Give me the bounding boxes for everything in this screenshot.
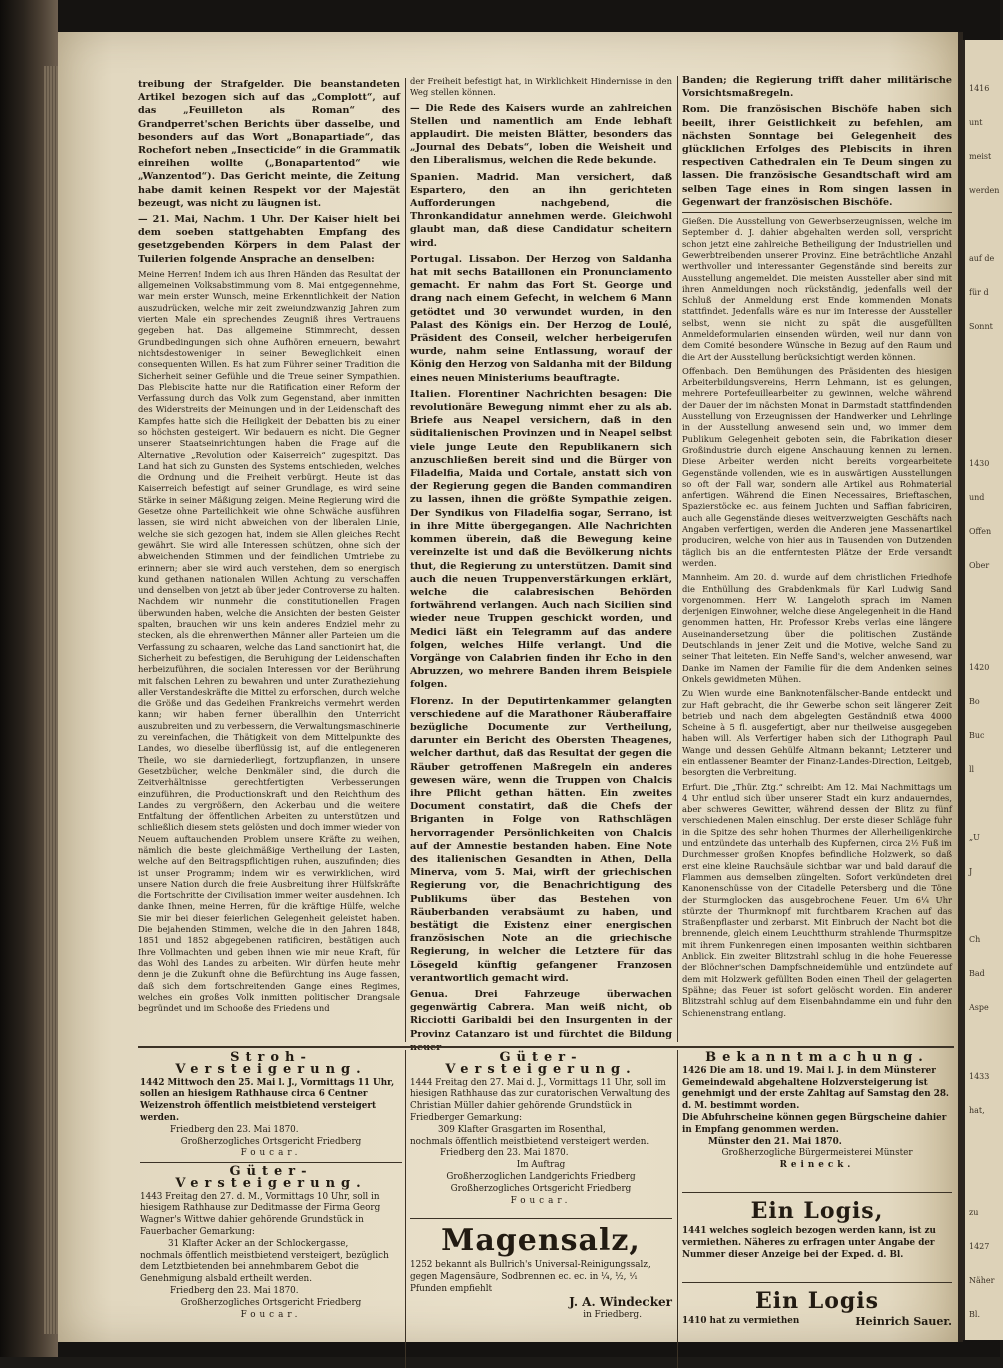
ad-gueter-2	[410, 1052, 672, 1216]
heading-italien: Italien.	[410, 388, 452, 400]
next-page-text-fragment: Aspe	[969, 1003, 989, 1013]
column-3	[682, 74, 952, 1042]
ad-bekanntmachung-text: 1426 Die am 18. und 19. Mai l. J. in dem Münsterer Gemeindewald abgehaltene Holzversteigerung ist genehmigt und der erste Zahltag auf Samstag den 28. d. M. bestimmt worden.	[682, 1065, 949, 1112]
ad-rule-4	[682, 1282, 952, 1283]
col1-para-1: treibung der Strafgelder. Die beanstandeten Artikel bezogen sich auf das „Complott“, auf das „Feuilleton als Roman“ des Grandperret'schen Berichts über dasselbe, und besonders auf das Wort „Bonapartiade“, das Rochefort neben „Insecticide“ in die Grammatik einreihen wollte („Bonapartentod“ wie „Wanzentod“). Das Gericht meinte, die Zeitung habe damit keinen Respekt vor der Majestät bezeugt, was nicht zu läugnen ist.	[138, 79, 400, 209]
next-page-text-fragment: Bo	[969, 696, 980, 706]
col3-giessen: Gießen. Die Ausstellung von Gewerbserzeugnissen, welche im September d. J. dahier abgehalten werden soll, verspricht schon jetzt eine zahlreiche Betheiligung der Industriellen und Gewerbtreibenden unserer Provinz. Eine beträchtliche Anzahl werthvoller und interessanter Gegenstände sind bereits zur Ausstellung angemeldet. Die meisten Aussteller aber sind mit ihren Anmeldungen noch rückständig, jedenfalls weil der Schluß der Anmeldung erst Ende kommenden Monats stattfindet. Jedenfalls wäre es nur im Interesse der Aussteller selbst, wenn sie nicht zu spät die ausgefüllten Anmeldeformularien einsenden würden, weil nur dann von dem Comité besondere Wünsche in Bezug auf den Raum und die Art der Ausstellung berücksichtigt werden können.	[682, 216, 952, 362]
ad-logis-2-text: 1410 hat zu vermiethen	[682, 1316, 800, 1326]
next-page-text-fragment: Offen	[969, 526, 992, 536]
ad-logis-1-text: 1441 welches sogleich bezogen werden kann, ist zu vermiethen. Näheres zu erfragen unter Angabe der Nummer dieser Anzeige bei der Exped. d. Bl.	[682, 1226, 936, 1260]
next-page-text-fragment: „U	[969, 833, 980, 843]
col3-rom: Rom. Die französischen Bischöfe haben sich beeilt, ihrer Geistlichkeit zu befehlen, am nächsten Sonntage bei Gelegenheit des glücklichen Erfolges des Plebiscits in ihren respectiven Cathedralen ein Te Deum singen zu lassen. Die französische Gesandtschaft wird am selben Tage eines in Rom singen lassen in Gegenwart der französischen Bischöfe.	[682, 104, 952, 208]
ad-gueter-1-text2: nochmals öffentlich meistbietend versteigert, bezüglich dem Letztbietenden bei annehmbarem Gebot die Genehmigung alsbald ertheilt werden.	[140, 1250, 389, 1285]
ad-stroh-auth: Großherzogliches Ortsgericht Friedberg	[180, 1136, 362, 1147]
ad-logis-2	[682, 1286, 952, 1346]
ad-rule-1	[140, 1162, 402, 1163]
next-page-text-fragment: Bad	[969, 969, 985, 979]
ad-stroh-place: Friedberg den 23. Mai 1870.	[170, 1124, 299, 1135]
next-page-text-fragment: Buc	[969, 731, 985, 741]
ad-logis-1-title: Ein Logis,	[750, 1198, 884, 1224]
next-page-text-fragment: Sonnt	[969, 322, 993, 332]
ad-logis-2-name: Heinrich Sauer.	[855, 1315, 952, 1328]
next-page-text-fragment: ll	[969, 765, 975, 775]
ad-gueter-2-text2: nochmals öffentlich meistbietend versteigert werden.	[410, 1136, 650, 1147]
ad-column-rule-2	[677, 1050, 678, 1368]
col2-para-1: der Freiheit befestigt hat, in Wirklichkeit Hindernisse in den Weg stellen können.	[410, 76, 672, 98]
ad-gueter-1-text: 1443 Freitag den 27. d. M., Vormittags 10 Uhr, soll in hiesigem Rathhause zur Deditmasse der Firma Georg Wagner's Wittwe dahier gehörende Grundstück in Fauerbacher Gemarkung:	[140, 1191, 381, 1237]
col3-wien: Zu Wien wurde eine Banknotenfälscher-Bande entdeckt und zur Haft gebracht, die ihr Gewerbe schon seit längerer Zeit betrieb und nach dem abgelegten Geständniß etwa 4000 Scheine à 5 fl. ausgefertigt, aber nur theilweise ausgegeben haben will. Als Verfertiger haben sich der Lithograph Paul Wange und dessen Gehülfe Altmann bekannt; Letzterer und ein entlassener Beamter der Finanz-Landes-Direction, Leitgeb, besorgten die Verbreitung.	[682, 688, 952, 778]
col2-genua: Genua. Drei Fahrzeuge überwachen gegenwärtig Cabrera. Man weiß nicht, ob Ricciotti Garibaldi bei den Insurgenten in der Provinz Catanzaro ist und fürchtet die Bildung	[410, 989, 672, 1040]
next-page-text-fragment: J	[969, 867, 973, 877]
ad-stroh-name: Foucar.	[240, 1148, 302, 1159]
col3-offenbach: Offenbach. Den Bemühungen des Präsidenten des hiesigen Arbeiterbildungsvereins, Herrn Lehmann, ist es gelungen, mehrere Portefeuillearbeiter zu gewinnen, welche während der Dauer der im nächsten Monat in Darmstadt stattfindenden Ausstellung von Erzeugnissen der Handwerker und Lehrlinge in der Ausstellung anwesend sein und, wo immer dem Publikum Gelegenheit geboten sein, die Fabrikation dieser Großindustrie durch eigene Anschauung kennen zu lernen. Diese Arbeiter werden nicht bereits vorgearbeitete Gegenstände vollenden, wie es in auswärtigen Ausstellungen so oft der Fall war, sondern alle Artikel aus Rohmaterial anfertigen. Während die Einen Necessaires, Brieftaschen, Spazierstöcke ec. aus feinem Juchten und Saffian fabriciren, auch alle Gegenstände dieses weitverzweigten Geschäfts nach Angaben verfertigen, werden die Anderen jene Massenartikel produciren, welche von hier aus in Tausenden von Dutzenden täglich bis an die entferntesten Plätze der Erde versandt werden.	[682, 365, 952, 568]
next-page-text-fragment: Ober	[969, 560, 990, 570]
next-page-text-fragment: für d	[969, 288, 989, 298]
ad-magensalz-place: in Friedberg.	[583, 1310, 642, 1321]
ad-gueter-1	[140, 1166, 402, 1366]
ad-gueter-1-auth: Großherzogliches Ortsgericht Friedberg	[180, 1297, 362, 1308]
ad-magensalz-title: Magensalz,	[441, 1223, 641, 1258]
col2-spanien: Madrid. Man versichert, daß Espartero, den an ihn gerichteten Aufforderungen nachgebend, die Thronkandidatur annehmen werde. Gleichwohl glaubt man, daß diese Candidatur scheitern wird.	[410, 171, 672, 249]
next-page-text-fragment: Ch	[969, 935, 981, 945]
ad-gueter-1-name: Foucar.	[240, 1309, 302, 1320]
next-page-text-fragment: 1430	[969, 458, 990, 468]
ad-stroh-text: 1442 Mittwoch den 25. Mai l. J., Vormittags 11 Uhr, sollen an hiesigem Rathhause circa 6 Centner Weizenstroh öffentlich meistbietend versteigert werden.	[140, 1077, 395, 1123]
next-page-text-fragment: zu	[969, 1207, 979, 1217]
col3-mannheim: Mannheim. Am 20. d. wurde auf dem christlichen Friedhofe die Enthüllung des Grabdenkmals für Karl Ludwig Sand vorgenommen. Herr W. Langeloth sprach im Namen derjenigen Einwohner, welche diese Angelegenheit in die Hand genommen hatten, Hr. Professor Krebs verlas eine längere Auseinandersetzung über die politischen Zustände Deutschlands in jener Zeit und die Motive, welche Sand zu seiner That leiteten. Ein Neffe Sand's, welcher anwesend, war Danke im Namen der Familie für die dem Andenken seines Onkels gewidmeten Mühen.	[682, 572, 952, 684]
next-page-text-fragment: meist	[969, 152, 992, 162]
column-rule-2	[677, 76, 678, 1042]
ad-gueter-2-place: Friedberg den 23. Mai 1870.	[440, 1148, 569, 1159]
heading-portugal: Portugal.	[410, 253, 463, 265]
page-stack-edge	[44, 66, 58, 1334]
col2-italien: Florentiner Nachrichten besagen: Die revolutionäre Bewegung nimmt eher zu als ab. Briefe aus Neapel versichern, daß in den süditalienischen Provinzen und in Neapel selbst viele junge Leute den Republikanern sich anzuschließen bereit sind und die Bürger von Filadelfia, Maida und Cortale, anstatt sich von der Regierung gegen die Banden commandiren zu lassen, ihnen die größte Sympathie zeigen. Der Syndikus von Filadelfia sogar, Serrano, ist in ihre Mitte übergegangen. Alle Nachrichten kommen überein, daß die Bewegung keine vereinzelte ist und daß die Bevölkerung nichts thut, die Regierung zu unterstützen. Damit sind auch die neuen Truppenverstärkungen erklärt, welche die calabresischen Behörden fortwährend verlangen. Auch nach Sicilien sind wieder neue Truppen geschickt worden, und Medici läßt ein Telegramm auf das andere folgen, welches Hilfe verlangt. Und die Vorgänge von Calabrien finden ihr Echo in den Abruzzen, wo mehrere Banden ihrem Beispiele folgen.	[410, 388, 673, 691]
ad-gueter-1-item: 31 Klafter Acker an der Schlockergasse,	[168, 1238, 349, 1249]
col3-para-1: Banden; die Regierung trifft daher militärische Vorsichtsmaßregeln.	[682, 75, 952, 100]
next-page-text-fragment: und	[969, 492, 985, 502]
col1-speech: Meine Herren! Indem ich aus Ihren Händen das Resultat der allgemeinen Volksabstimmung vom 8. Mai entgegennehme, war mein erster Wunsch, meine Erkenntlichkeit der Nation auszudrücken, welche mir zeit zweiundzwanzig Jahren zum vierten Male ein sprechendes Zeugniß ihres Vertrauens gegeben hat. Das allgemeine Stimmrecht, dessen Grundbedingungen sich ohne Aufhören erneuern, bewahrt nichtsdestoweniger in seiner Beweglichkeit einen consequenten Willen. Es hat zum Führer seiner Tradition die Sicherheit seiner Gefühle und die Treue seiner Sympathien. Das Plebiscite hatte nur die Ratification einer Reform der Verfassung durch das Volk zum Gegenstand, aber inmitten des Widerstreits der Meinungen und in der Leidenschaft des Kampfes hatte sich die Heiligkeit der Debatten bis zu einer so höchsten gesteigert. Wir bedauern es nicht. Die Gegner unserer Staatseinrichtungen haben die Frage auf die Alternative „Revolution oder Kaiserreich“ zugespitzt. Das Land hat sich zu Gunsten des Systems entschieden, welches die Ordnung und die Freiheit verbürgt. Heute ist das Kaiserreich befestigt auf seiner Grundlage, es wird seine Stärke in seiner Mäßigung zeigen. Meine Regierung wird die Gesetze ohne Parteilichkeit wie ohne Schwäche ausführen lassen, sie wird nicht abweichen von der liberalen Linie, welche sie sich gezogen hat, indem sie Allen gleiches Recht gewährt. Sie wird alle Interessen schützen, ohne sich der abweichenden Stimmen und der feindlichen Umtriebe zu erinnern; aber sie wird auch verstehen, dem so energisch kund gethanen nationalen Willen Achtung zu verschaffen und denselben von jetzt ab über jeder Controverse zu halten. Nachdem wir nunmehr die constitutionellen Fragen überwunden haben, welche die Ansichten der besten Geister spalten, brauchen wir uns kein anderes Endziel mehr zu stecken, als die ehrenwerthen Männer aller Parteien um die Verfassung zu schaaren, welche das Land sanctionirt hat, die Sicherheit zu befestigen, die Beruhigung der Leidenschaften herbeizuführen, die socialen Interessen vor der Berührung mit falschen Lehren zu bewahren und unter Zuratheziehung aller Verstandeskräfte die Mittel zu erforschen, durch welche die Größe und das Gedeihen Frankreichs vermehrt werden kann; wir haben ferner überallhin den Unterricht auszubreiten und zu verbessern, die Verwaltungsmaschinerie zu vereinfachen, die Thätigkeit von dem Mittelpunkte des Landes, wo dieselbe überflüssig ist, auf die entlegeneren Theile, wo sie darniederliegt, fortzupflanzen, in unsere Gesetzbücher, welche Denkmäler sind, die durch die Zeitverhältnisse gerechtfertigten Verbesserungen einzuführen, die Productionskraft und den Reichthum des Landes zu vergrößern, den Ackerbau und die weitere Entfaltung der öffentlichen Arbeiten zu unterstützen und schließlich diesem stets gelösten und doch immer wieder von Neuem auftauchenden Problem unsere Kräfte zu weihen, nämlich die beste gleichmäßige Vertheilung der Lasten, welche auf den Beitragspflichtigen ruhen, auszufinden; dies ist unser Programm; indem wir es verwirklichen, wird unsere Nation durch die freie Ausbreitung ihrer Hülfskräfte die Fortschritte der Civilisation immer weiter ausdehnen. Ich danke Ihnen, meine Herren, für die kräftige Hülfe, welche Sie mir bei dieser feierlichen Gelegenheit geleistet haben. Die bejahenden Stimmen, welche die in den Jahren 1848, 1851 und 1852 abgegebenen ratificiren, bestätigen auch Ihre Vollmachten und geben ihnen wie mir neue Kraft, für das Wohl des Landes zu arbeiten. Wir dürfen heute mehr denn je die Zukunft ohne die Befürchtung ins Auge fassen, daß sich dem fortschreitenden Gange eines Regimes, welches ein großes Volk inmitten politischer Drangsale begründet und im Schooße des Friedens und	[138, 268, 401, 1014]
next-page-fragment	[962, 40, 1003, 1340]
ad-gueter-2-auth2: Großherzogliches Ortsgericht Friedberg	[450, 1183, 632, 1194]
ad-magensalz-text: 1252 bekannt als Bullrich's Universal-Reinigungssalz, gegen Magensäure, Sodbrennen ec. ec. in ¼, ½, ¹⁄₁ Pfunden empfiehlt	[410, 1260, 651, 1294]
ad-gueter-1-title: Güter-Versteigerung.	[175, 1164, 367, 1191]
next-page-text-fragment: 1427	[969, 1241, 990, 1251]
ad-magensalz	[410, 1222, 672, 1342]
col2-rede: — Die Rede des Kaisers wurde an zahlreichen Stellen und namentlich am Ende lebhaft applaudirt. Die meisten Blätter, besonders das „Journal des Debats“, loben die Weisheit und den Liberalismus, welchen die Rede bekunde.	[410, 102, 672, 167]
ad-rule-3	[682, 1192, 952, 1193]
column-1	[138, 78, 400, 1042]
next-page-text-fragment: hat,	[969, 1105, 985, 1115]
next-page-text-fragment: Bl.	[969, 1309, 980, 1319]
ads-divider	[138, 1046, 954, 1048]
col1-para-kaiser: — 21. Mai, Nachm. 1 Uhr. Der Kaiser hielt bei dem soeben stattgehabten Empfang des gesetzgebenden Körpers in dem Palast der Tuilerien folgende Ansprache an denselben:	[138, 214, 400, 265]
ad-gueter-2-item: 309 Klafter Grasgarten im Rosenthal,	[438, 1124, 606, 1135]
heading-spanien: Spanien.	[410, 171, 460, 183]
ad-bekanntmachung-title: Bekanntmachung.	[705, 1050, 929, 1065]
ad-stroh	[140, 1052, 402, 1160]
column-rule-1	[405, 78, 406, 1042]
ad-bekanntmachung-text2: Die Abfuhrscheine können gegen Bürgscheine dahier in Empfang genommen werden.	[682, 1112, 947, 1135]
col2-portugal: Lissabon. Der Herzog von Saldanha hat mit sechs Bataillonen ein Pronunciamento gemacht. Er nahm das Fort St. George und drang nach einem Gefecht, in welchem 6 Mann getödtet und 30 verwundet wurden, in den Palast des Königs ein. Der Herzog de Loulé, Präsident des Conseil, welcher herbeigerufen wurde, nahm seine Entlassung, worauf der König den Herzog von Saldanha mit der Bildung eines neuen Ministeriums beauftragte.	[410, 253, 672, 384]
ad-bekanntmachung-place: Münster den 21. Mai 1870.	[708, 1136, 842, 1147]
ad-gueter-2-auth0: Im Auftrag	[516, 1160, 566, 1171]
column-2	[410, 76, 672, 1042]
ad-rule-2	[410, 1218, 672, 1219]
ad-bekanntmachung-name: Reineck.	[779, 1160, 855, 1171]
next-page-text-fragment: 1416	[969, 84, 990, 93]
ad-bekanntmachung	[682, 1052, 952, 1190]
ad-magensalz-firm: J. A. Windecker	[569, 1295, 672, 1310]
col3-erfurt: Erfurt. Die „Thür. Ztg.“ schreibt: Am 12. Mai Nachmittags um 4 Uhr entlud sich über unserer Stadt ein kurz andauerndes, aber schweres Gewitter, während dessen der Blitz zu fünf verschiedenen Malen einschlug. Der erste dieser Schläge fuhr in die Spitze des sehr hohen Thurmes der Allerheiligenkirche und entzündete das unterhalb des Kupfernen, circa 2½ Fuß im Durchmesser großen Knopfes befindliche Holzwerk, so daß erst eine kleine Rauchsäule sichtbar war und bald darauf die Flammen aus demselben züngelten. Sofort verkündeten drei Kanonenschüsse von der Citadelle Petersberg und die Töne der Sturmglocken das ausgebrochene Feuer. Um 6¼ Uhr stürzte der Thurmknopf mit furchtbarem Krachen auf das Straßenpflaster und zerbarst. Mit Einbruch der Nacht bot die brennende, gleich einem Leuchtthurm strahlende Thurmspitze mit ihrem Funkenregen einen imposanten weithin sichtbaren Anblick. Ein zweiter Blitzstrahl schlug in die hohe Feueresse der Blöchner'schen Dampfschneidemühle und entzündete auf dem mit Holzwerk gefüllten Boden einen Theil der gelagerten Spähne; das Feuer ist sofort gelöscht worden. Ein anderer Blitzstrahl schlug auf dem Eisenbahndamme ein und fuhr den Schienenstrang entlang.	[682, 781, 952, 1018]
newspaper-page	[58, 32, 960, 1342]
ad-gueter-1-place: Friedberg den 23. Mai 1870.	[170, 1285, 299, 1296]
ad-logis-2-title: Ein Logis	[754, 1288, 880, 1314]
ad-logis-1	[682, 1196, 952, 1280]
next-page-text-fragment: werden	[969, 186, 1000, 196]
ad-gueter-2-auth1: Großherzoglichen Landgerichts Friedberg	[446, 1171, 636, 1182]
col3-rule	[682, 212, 952, 213]
col2-florenz: Florenz. In der Deputirtenkammer gelangten verschiedene auf die Marathoner Räuberaffaire bezügliche Documente zur Vertheilung, darunter ein Bericht des Obersten Theagenes, welcher darthut, daß das Resultat der gegen die Räuber getroffenen Maßregeln ein anderes gewesen wäre, wenn die Truppen von Chalcis ihre Pflicht gethan hätten. Ein zweites Document constatirt, daß die Chefs der Briganten in Folge von Rathschlägen hervorragender Persönlichkeiten von Chalcis auf der Amnestie bestanden haben. Eine Note des italienischen Gesandten in Athen, Della Minerva, vom 5. Mai, wirft der griechischen Regierung vor, die Benachrichtigung des Publikums über das Bestehen von Räuberbanden verabsäumt zu haben, und bestätigt die Existenz einer energischen französischen Note an die griechische Regierung, in welcher die Letztere für das Lösegeld künftig gefangener Franzosen verantwortlich gemacht wird.	[410, 695, 672, 984]
next-page-text-fragment: auf de	[969, 254, 995, 264]
ad-gueter-2-title: Güter-Versteigerung.	[445, 1050, 637, 1077]
ad-gueter-2-text: 1444 Freitag den 27. Mai d. J., Vormittags 11 Uhr, soll im hiesigen Rathhause das zur curatorischen Verwaltung des Christian Müller dahier gehörende Grundstück in Friedberger Gemarkung:	[410, 1077, 671, 1123]
next-page-text-fragment: unt	[969, 118, 983, 128]
next-page-text-fragment: Näher	[969, 1275, 995, 1285]
ad-column-rule-1	[405, 1050, 406, 1368]
ad-bekanntmachung-auth: Großherzogliche Bürgermeisterei Münster	[721, 1148, 913, 1159]
ad-gueter-2-name: Foucar.	[510, 1195, 572, 1206]
ad-stroh-title: Stroh-Versteigerung.	[175, 1050, 367, 1077]
next-page-text-fragment: 1420	[969, 662, 990, 672]
next-page-text-fragment: 1433	[969, 1071, 990, 1081]
